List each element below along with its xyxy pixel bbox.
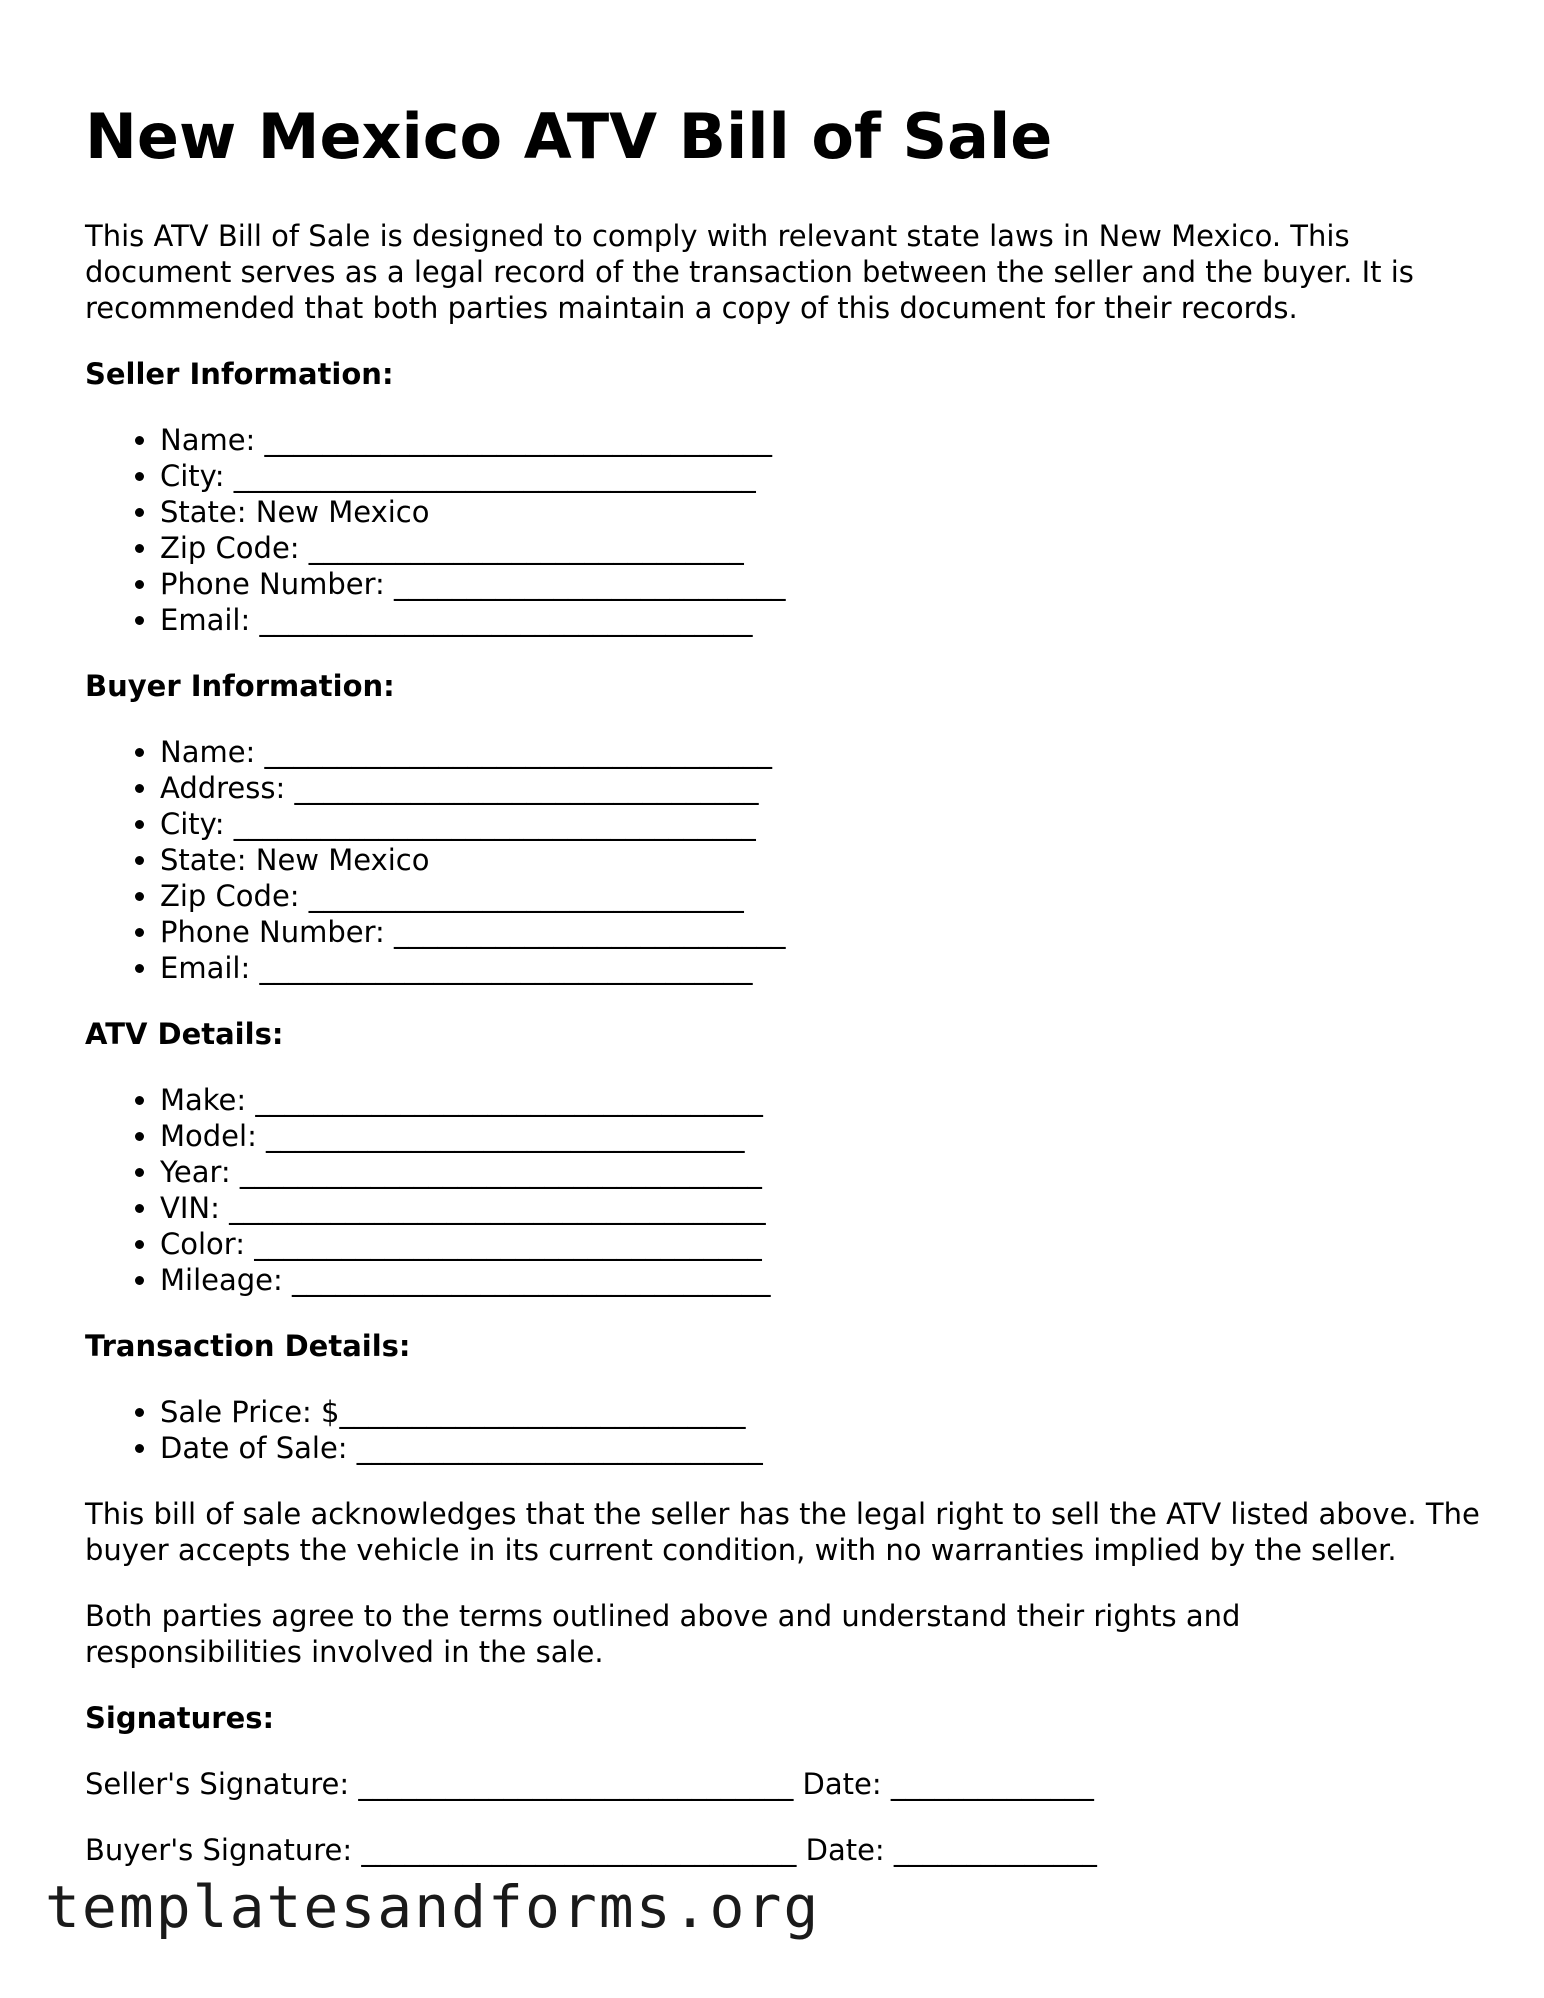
buyer-address-field: • Address: ________________________________ [160, 770, 1485, 806]
seller-section [85, 356, 1485, 638]
seller-fields [85, 422, 1485, 638]
buyer-heading: Buyer Information: [85, 669, 395, 704]
signatures-heading: Signatures: [85, 1701, 275, 1736]
seller-name-field: • Name: ___________________________________ [160, 422, 1485, 458]
atv-heading: ATV Details: [85, 1017, 284, 1052]
atv-vin-field: • VIN: _____________________________________ [160, 1190, 1485, 1226]
atv-model-field: • Model: _________________________________ [160, 1118, 1485, 1154]
seller-state-field: • State: New Mexico [160, 494, 1485, 530]
atv-year-field: • Year: ____________________________________ [160, 1154, 1485, 1190]
buyer-city-field: • City: ____________________________________ [160, 806, 1485, 842]
date-of-sale-field: • Date of Sale: ____________________________ [160, 1430, 1485, 1466]
buyer-name-field: • Name: ___________________________________ [160, 734, 1485, 770]
acknowledgment-paragraph: This bill of sale acknowledges that the seller has the legal right to sell the ATV listed above. The buyer accepts the vehicle in its current condition, with no warranties implied by the seller. [85, 1497, 1480, 1568]
buyer-email-field: • Email: __________________________________ [160, 950, 1485, 986]
atv-color-field: • Color: ___________________________________ [160, 1226, 1485, 1262]
seller-city-field: • City: ____________________________________ [160, 458, 1485, 494]
buyer-signature-line: Buyer's Signature: ______________________________ Date: ______________ [85, 1833, 1097, 1868]
buyer-zip-field: • Zip Code: ______________________________ [160, 878, 1485, 914]
transaction-heading: Transaction Details: [85, 1329, 411, 1364]
signatures-section [85, 1700, 1485, 1868]
seller-email-field: • Email: __________________________________ [160, 602, 1485, 638]
buyer-section [85, 668, 1485, 986]
intro-paragraph: This ATV Bill of Sale is designed to comply with relevant state laws in New Mexico. This document serves as a legal record of the transaction between the seller and the buyer. It is recommended that both parties maintain a copy of this document for their records. [85, 219, 1414, 326]
document-page [85, 100, 1485, 1898]
seller-heading: Seller Information: [85, 357, 394, 392]
transaction-fields [85, 1394, 1485, 1466]
transaction-section [85, 1328, 1485, 1466]
atv-mileage-field: • Mileage: _________________________________ [160, 1262, 1485, 1298]
atv-make-field: • Make: ___________________________________ [160, 1082, 1485, 1118]
watermark-text: templatesandforms.org [45, 1873, 821, 1941]
document-title: New Mexico ATV Bill of Sale [85, 100, 1053, 173]
atv-fields [85, 1082, 1485, 1298]
seller-signature-line: Seller's Signature: ______________________________ Date: ______________ [85, 1767, 1094, 1802]
buyer-phone-field: • Phone Number: ___________________________ [160, 914, 1485, 950]
buyer-fields [85, 734, 1485, 986]
atv-section [85, 1016, 1485, 1298]
sale-price-field: • Sale Price: $____________________________ [160, 1394, 1485, 1430]
seller-phone-field: • Phone Number: ___________________________ [160, 566, 1485, 602]
seller-zip-field: • Zip Code: ______________________________ [160, 530, 1485, 566]
buyer-state-field: • State: New Mexico [160, 842, 1485, 878]
agreement-paragraph: Both parties agree to the terms outlined above and understand their rights and responsibilities involved in the sale. [85, 1599, 1241, 1670]
